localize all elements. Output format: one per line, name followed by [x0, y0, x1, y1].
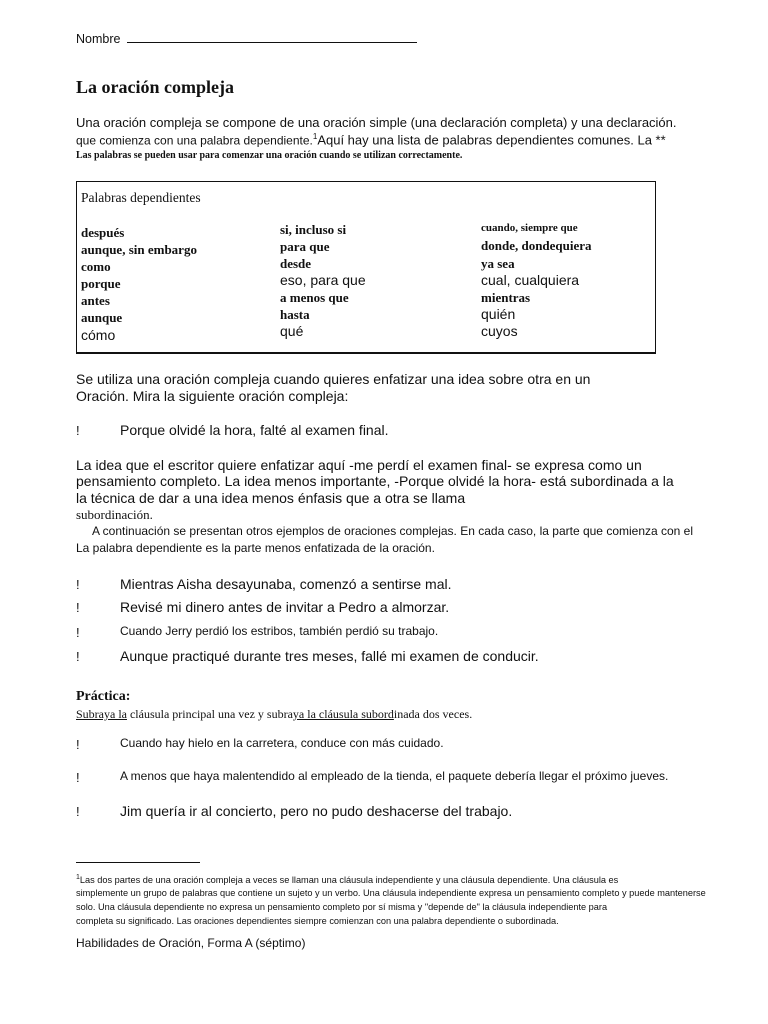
example-item: Aunque practiqué durante tres meses, fallé mi examen de conducir. [120, 648, 539, 664]
footnote-line-4: completa su significado. Las oraciones dependientes siempre comienzan con una palabra dependiente o subordinada. [76, 916, 559, 926]
explanation-line-6: La palabra dependiente es la parte menos enfatizada de la oración. [76, 541, 435, 555]
instr-part-b: cláusula principal una vez y subra [126, 707, 293, 721]
explanation-line-4: subordinación. [76, 507, 153, 522]
example-item: Cuando Jerry perdió los estribos, también perdió su trabajo. [120, 624, 439, 638]
word-item: aunque [81, 310, 123, 325]
word-item: desde [280, 256, 312, 271]
footnote-mark: 1 [76, 874, 80, 881]
instr-part-c: ya la cláusula subord [292, 707, 394, 721]
word-item: cual, cualquiera [481, 272, 580, 288]
word-item: antes [81, 293, 110, 308]
practice-item: A menos que haya malentendido al empleado de la tienda, el paquete debería llegar el próximo jueves. [120, 769, 669, 783]
word-item: aunque, sin embargo [81, 242, 197, 257]
footnote-divider [76, 862, 200, 863]
bullet-mark: ! [76, 600, 80, 615]
word-item: hasta [280, 307, 310, 322]
usage-line-2: Oración. Mira la siguiente oración compleja: [76, 388, 349, 404]
word-item: porque [81, 276, 121, 291]
footnote-ref: 1 [312, 132, 318, 141]
practice-heading: Práctica: [76, 689, 131, 704]
page-footer: Habilidades de Oración, Forma A (séptimo) [76, 936, 306, 950]
footnote-text-1: Las dos partes de una oración compleja a veces se llaman una cláusula independiente y una cláusula dependiente. Una cláusula es [79, 875, 619, 886]
bullet-mark: ! [76, 625, 80, 640]
instr-part-d: inada dos veces. [393, 707, 473, 721]
example-main: Porque olvidé la hora, falté al examen final. [120, 422, 389, 438]
word-item: mientras [481, 290, 531, 305]
footnote-line-3: solo. Una cláusula dependiente no expresa un pensamiento completo por sí misma y "depende de" la cláusula independiente para [76, 902, 608, 912]
word-item: como [81, 259, 111, 274]
instr-part-a: Subraya la [76, 707, 127, 721]
word-item: cuyos [481, 323, 518, 339]
explanation-line-5: A continuación se presentan otros ejemplos de oraciones complejas. En cada caso, la parte que comienza con el [92, 524, 694, 538]
bullet-mark: ! [76, 649, 80, 664]
footnote-line-2: simplemente un grupo de palabras que contiene un sujeto y un verbo. Una cláusula independiente expresa un pensamiento completo y puede mantenerse [76, 888, 706, 898]
bullet-mark: ! [76, 770, 80, 785]
name-line [76, 31, 417, 46]
word-item: quién [481, 306, 516, 322]
footnote-line-1 [76, 874, 618, 885]
practice-item: Jim quería ir al concierto, pero no pudo deshacerse del trabajo. [120, 803, 513, 819]
intro-line-2 [76, 132, 666, 147]
word-item: cómo [81, 327, 116, 343]
explanation-line-2: pensamiento completo. La idea menos importante, -Porque olvidé la hora- está subordinada a la [76, 473, 674, 489]
word-item: ya sea [481, 256, 515, 271]
word-item: qué [280, 323, 304, 339]
word-item: para que [280, 239, 330, 254]
intro-line-3: Las palabras se pueden usar para comenzar una oración cuando se utilizan correctamente. [76, 150, 463, 161]
example-item: Mientras Aisha desayunaba, comenzó a sentirse mal. [120, 576, 452, 592]
dependent-words-box [76, 181, 656, 354]
bullet-mark: ! [76, 577, 80, 592]
box-title: Palabras dependientes [81, 190, 201, 205]
usage-line-1: Se utiliza una oración compleja cuando quieres enfatizar una idea sobre otra en un [76, 371, 591, 387]
name-label: Nombre [76, 32, 121, 46]
name-blank[interactable] [127, 31, 417, 43]
practice-item: Cuando hay hielo en la carretera, conduce con más cuidado. [120, 736, 444, 750]
word-item: después [81, 225, 125, 240]
explanation-line-1: La idea que el escritor quiere enfatizar aquí -me perdí el examen final- se expresa como un [76, 457, 642, 473]
bullet-mark: ! [76, 423, 80, 438]
practice-instructions [76, 707, 472, 722]
explanation-line-3: la técnica de dar a una idea menos énfasis que a otra se llama [76, 490, 466, 506]
example-item: Revisé mi dinero antes de invitar a Pedro a almorzar. [120, 599, 450, 615]
word-item: eso, para que [280, 272, 366, 288]
intro-line-1: Una oración compleja se compone de una oración simple (una declaración completa) y una declaración. [76, 115, 677, 130]
word-item: donde, dondequiera [481, 238, 592, 253]
word-item: cuando, siempre que [481, 222, 578, 234]
bullet-mark: ! [76, 737, 80, 752]
bullet-mark: ! [76, 804, 80, 819]
word-item: a menos que [280, 290, 349, 305]
word-item: si, incluso si [280, 222, 347, 237]
page-title: La oración compleja [76, 77, 234, 97]
intro-line-2b: Aquí hay una lista de palabras dependientes comunes. La ** [317, 132, 666, 148]
intro-line-2a: que comienza con una palabra dependiente. [76, 133, 313, 148]
